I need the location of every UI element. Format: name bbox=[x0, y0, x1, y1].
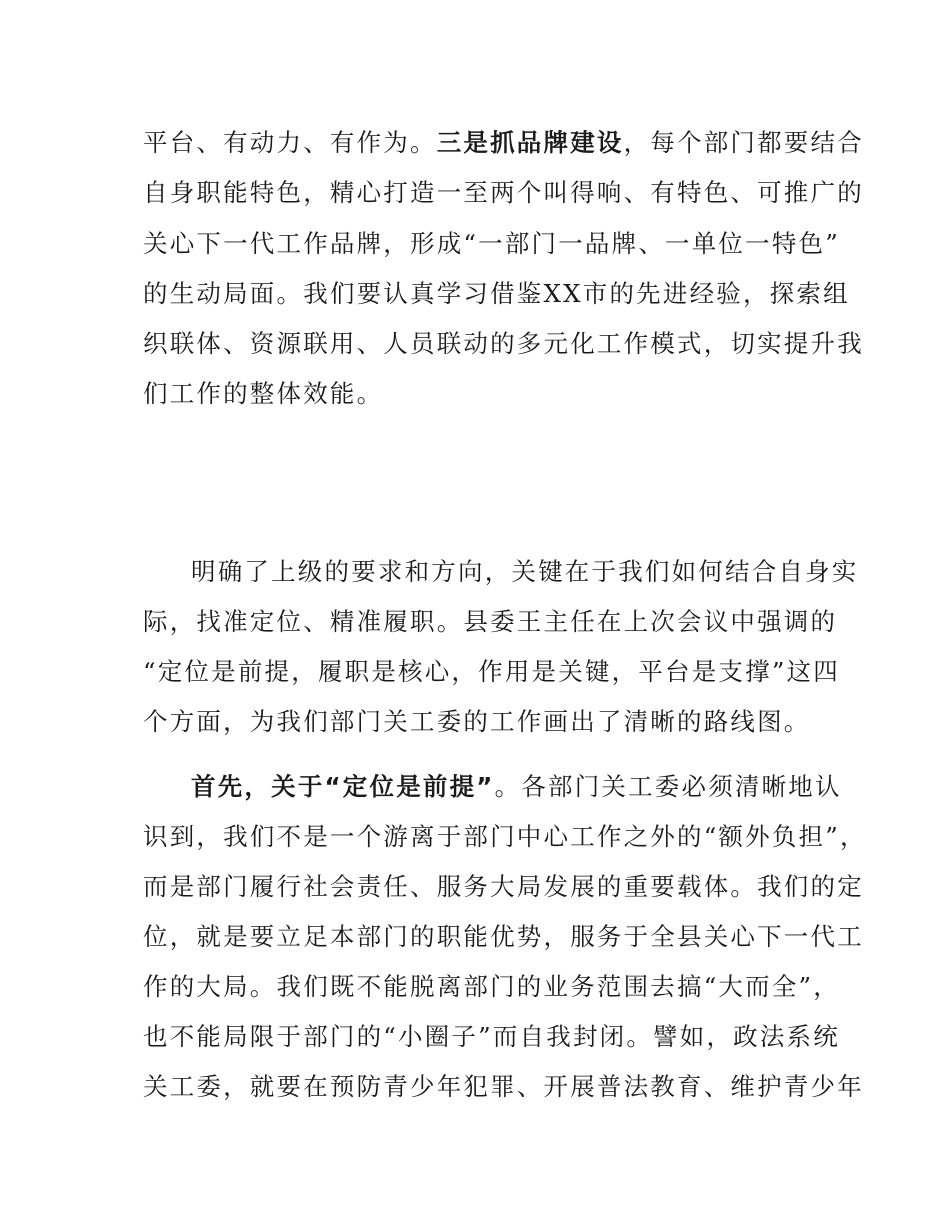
text-run: 平台、有动力、有作为。 bbox=[143, 128, 437, 157]
text-run: ，每个部门都要结合 bbox=[623, 128, 864, 157]
paragraph-line: 也不能局限于部门的“小圈子”而自我封闭。譬如，政法系统 bbox=[143, 1022, 840, 1051]
paragraph-line: 识到，我们不是一个游离于部门中心工作之外的“额外负担”， bbox=[143, 822, 867, 851]
paragraph-line: 关心下一代工作品牌，形成“一部门一品牌、一单位一特色” bbox=[143, 229, 840, 258]
text-run: 。各部门关工委必须清晰地认 bbox=[494, 772, 842, 801]
paragraph-line bbox=[143, 126, 864, 160]
paragraph-line: “定位是前提，履职是核心，作用是关键，平台是支撑”这四 bbox=[143, 657, 840, 686]
paragraph-line: 关工委，就要在预防青少年犯罪、开展普法教育、维护青少年 bbox=[143, 1072, 864, 1101]
paragraph-line: 个方面，为我们部门关工委的工作画出了清晰的路线图。 bbox=[143, 707, 811, 736]
paragraph-line: 明确了上级的要求和方向，关键在于我们如何结合自身实 bbox=[191, 557, 859, 586]
paragraph-line: 作的大局。我们既不能脱离部门的业务范围去搞“大而全”， bbox=[143, 972, 840, 1001]
paragraph-line: 位，就是要立足本部门的职能优势，服务于全县关心下一代工 bbox=[143, 922, 864, 951]
emphasis-text: 三是抓品牌建设 bbox=[436, 128, 624, 157]
paragraph-line bbox=[191, 770, 842, 804]
paragraph-line: 们工作的整体效能。 bbox=[143, 379, 384, 408]
paragraph-line: 际，找准定位、精准履职。县委王主任在上次会议中强调的 bbox=[143, 607, 838, 636]
paragraph-line: 的生动局面。我们要认真学习借鉴XX市的先进经验，探索组 bbox=[143, 279, 850, 308]
emphasis-text: 首先，关于“定位是前提” bbox=[191, 772, 495, 801]
paragraph-line: 自身职能特色，精心打造一至两个叫得响、有特色、可推广的 bbox=[143, 178, 864, 207]
paragraph-line: 而是部门履行社会责任、服务大局发展的重要载体。我们的定 bbox=[143, 872, 864, 901]
paragraph-line: 织联体、资源联用、人员联动的多元化工作模式，切实提升我 bbox=[143, 329, 864, 358]
